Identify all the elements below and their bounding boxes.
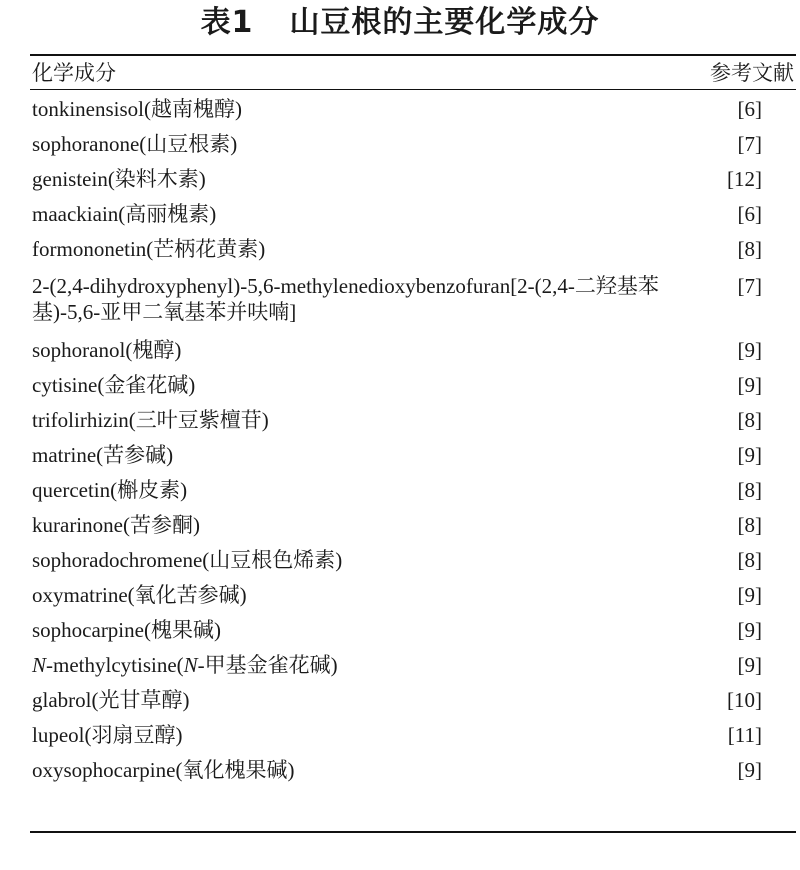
table-row	[32, 718, 796, 753]
reference-citation: [9]	[737, 338, 762, 362]
italic-n: N	[32, 653, 47, 677]
table-row	[32, 267, 796, 333]
table-row	[32, 197, 796, 232]
compound-name: maackiain(高丽槐素)	[32, 202, 217, 226]
reference-citation: [9]	[737, 583, 762, 607]
compound-name: quercetin(槲皮素)	[32, 478, 188, 502]
table-row	[32, 648, 796, 683]
table-row	[32, 333, 796, 368]
table-row	[32, 232, 796, 267]
compound-name: trifolirhizin(三叶豆紫檀苷)	[32, 408, 269, 432]
table-header	[32, 58, 794, 88]
table-row	[32, 438, 796, 473]
table-number: 表1	[200, 5, 254, 40]
reference-citation: [7]	[737, 132, 762, 156]
compound-name: 2-(2,4-dihydroxyphenyl)-5,6-methylenedioxybenzofuran[2-(2,4-二羟基苯基)-5,6-亚甲二氧基苯并呋喃]	[32, 274, 659, 324]
table-row	[32, 578, 796, 613]
bottom-rule	[30, 831, 796, 833]
table-row	[32, 368, 796, 403]
compound-name: cytisine(金雀花碱)	[32, 373, 196, 397]
table-row	[32, 162, 796, 197]
reference-citation: [8]	[737, 237, 762, 261]
table-title	[0, 2, 800, 44]
compound-name: oxymatrine(氧化苦参碱)	[32, 583, 247, 607]
compound-name: sophoranone(山豆根素)	[32, 132, 238, 156]
top-rule	[30, 54, 796, 56]
reference-citation: [9]	[737, 443, 762, 467]
compound-name: tonkinensisol(越南槐醇)	[32, 97, 242, 121]
reference-citation: [7]	[737, 274, 762, 298]
reference-citation: [6]	[737, 202, 762, 226]
compound-name: lupeol(羽扇豆醇)	[32, 723, 183, 747]
compound-name: oxysophocarpine(氧化槐果碱)	[32, 758, 295, 782]
table-row	[32, 613, 796, 648]
table-row	[32, 92, 796, 127]
reference-citation: [6]	[737, 97, 762, 121]
compound-name: kurarinone(苦参酮)	[32, 513, 200, 537]
table-row	[32, 473, 796, 508]
reference-citation: [10]	[727, 688, 762, 712]
compound-name-part: -methylcytisine(	[46, 653, 184, 677]
table-body	[32, 92, 796, 788]
header-reference: 参考文献	[710, 61, 794, 85]
table-row	[32, 127, 796, 162]
table-row	[32, 683, 796, 718]
compound-name: matrine(苦参碱)	[32, 443, 174, 467]
reference-citation: [12]	[727, 167, 762, 191]
reference-citation: [9]	[737, 373, 762, 397]
table-row	[32, 753, 796, 788]
table-row	[32, 508, 796, 543]
reference-citation: [8]	[737, 408, 762, 432]
header-rule	[30, 89, 796, 90]
table-row	[32, 403, 796, 438]
reference-citation: [8]	[737, 513, 762, 537]
table-row	[32, 543, 796, 578]
compound-name: formononetin(芒柄花黄素)	[32, 237, 266, 261]
reference-citation: [8]	[737, 548, 762, 572]
compound-name: genistein(染料木素)	[32, 167, 206, 191]
table-title-text: 山豆根的主要化学成分	[289, 5, 600, 40]
header-chemical-component: 化学成分	[32, 61, 116, 85]
compound-name	[32, 652, 722, 678]
reference-citation: [9]	[737, 758, 762, 782]
reference-citation: [11]	[727, 723, 762, 747]
italic-n: N	[183, 653, 198, 677]
compound-name-part: -甲基金雀花碱)	[197, 653, 338, 677]
compound-name: sophoradochromene(山豆根色烯素)	[32, 548, 343, 572]
compound-name: sophocarpine(槐果碱)	[32, 618, 221, 642]
reference-citation: [9]	[737, 618, 762, 642]
compound-name: sophoranol(槐醇)	[32, 338, 182, 362]
reference-citation: [8]	[737, 478, 762, 502]
reference-citation: [9]	[737, 653, 762, 677]
compound-name: glabrol(光甘草醇)	[32, 688, 190, 712]
